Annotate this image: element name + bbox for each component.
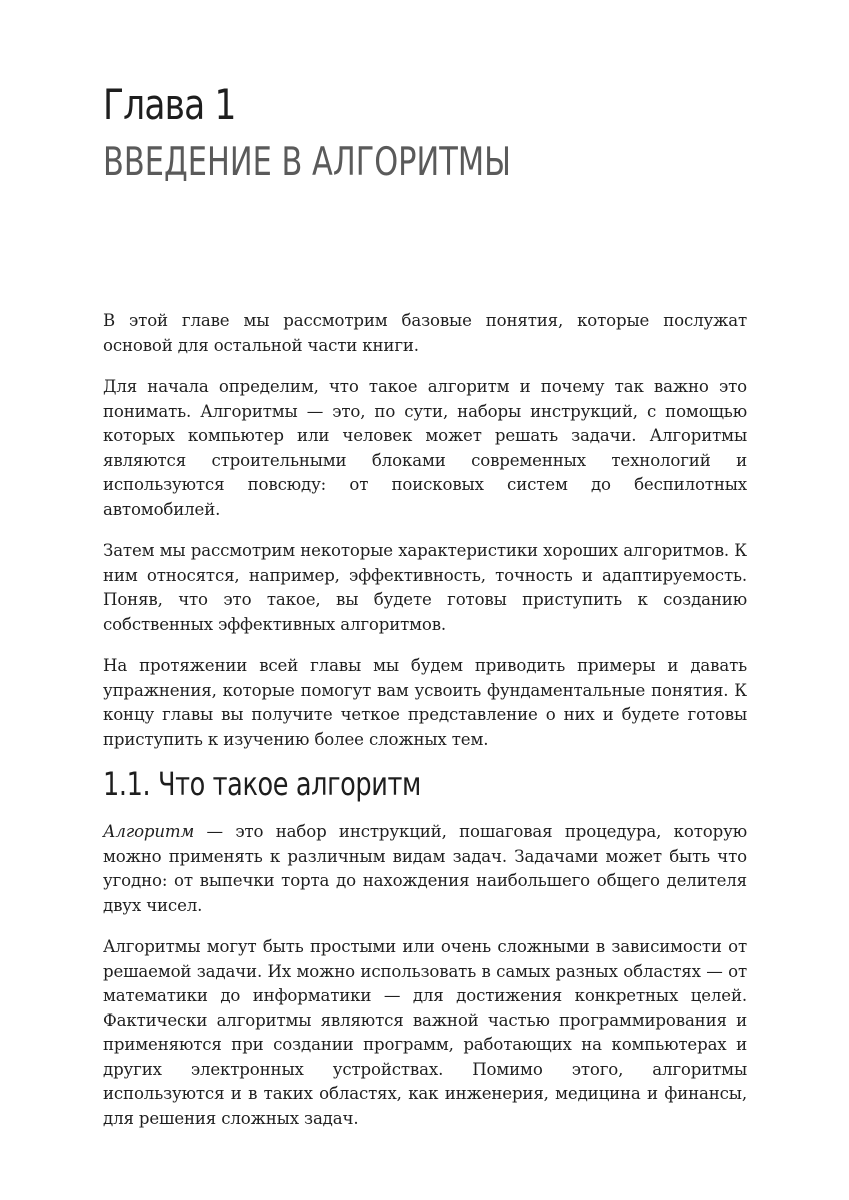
section-paragraph-1 — [103, 820, 747, 918]
section-paragraph-2: Алгоритмы могут быть простыми или очень сложными в зависимости от решаемой задачи. Их можно использовать в самых разных областях — от математики до информатики — для достижения конкретных целей. Фактически алгоритмы являются важной частью программирования и применяются при создании программ, работающих на компьютерах и других электронных устройствах. Помимо этого, алгоритмы используются и в таких областях, как инженерия, медицина и финансы, для решения сложных задач. — [103, 937, 747, 1128]
defined-term: Алгоритм — [103, 822, 195, 841]
chapter-intro — [103, 309, 747, 769]
section-body — [103, 820, 747, 1148]
definition-text: — это набор инструкций, пошаговая процедура, которую можно применять к различным видам задач. Задачами может быть что угодно: от выпечки торта до нахождения наибольшего общего делителя двух чисел. — [103, 822, 747, 915]
intro-paragraph-3: Затем мы рассмотрим некоторые характеристики хороших алгоритмов. К ним относятся, например, эффективность, точность и адаптируемость. Поняв, что это такое, вы будете готовы приступить к созданию собственных эффективных алгоритмов. — [103, 541, 747, 634]
chapter-title: ВВЕДЕНИЕ В АЛГОРИТМЫ — [103, 140, 511, 185]
section-heading: 1.1. Что такое алгоритм — [103, 765, 421, 803]
intro-paragraph-2: Для начала определим, что такое алгоритм и почему так важно это понимать. Алгоритмы — это, по сути, наборы инструкций, с помощью которых компьютер или человек может решать задачи. Алгоритмы являются строительными блоками современных технологий и используются повсюду: от поисковых систем до беспилотных автомобилей. — [103, 377, 747, 519]
intro-paragraph-1: В этой главе мы рассмотрим базовые понятия, которые послужат основой для остальной части книги. — [103, 311, 747, 355]
book-page — [103, 0, 747, 1200]
intro-paragraph-4: На протяжении всей главы мы будем приводить примеры и давать упражнения, которые помогут вам усвоить фундаментальные понятия. К концу главы вы получите четкое представление о них и будете готовы приступить к изучению более сложных тем. — [103, 656, 747, 749]
chapter-number: Глава 1 — [103, 80, 236, 129]
